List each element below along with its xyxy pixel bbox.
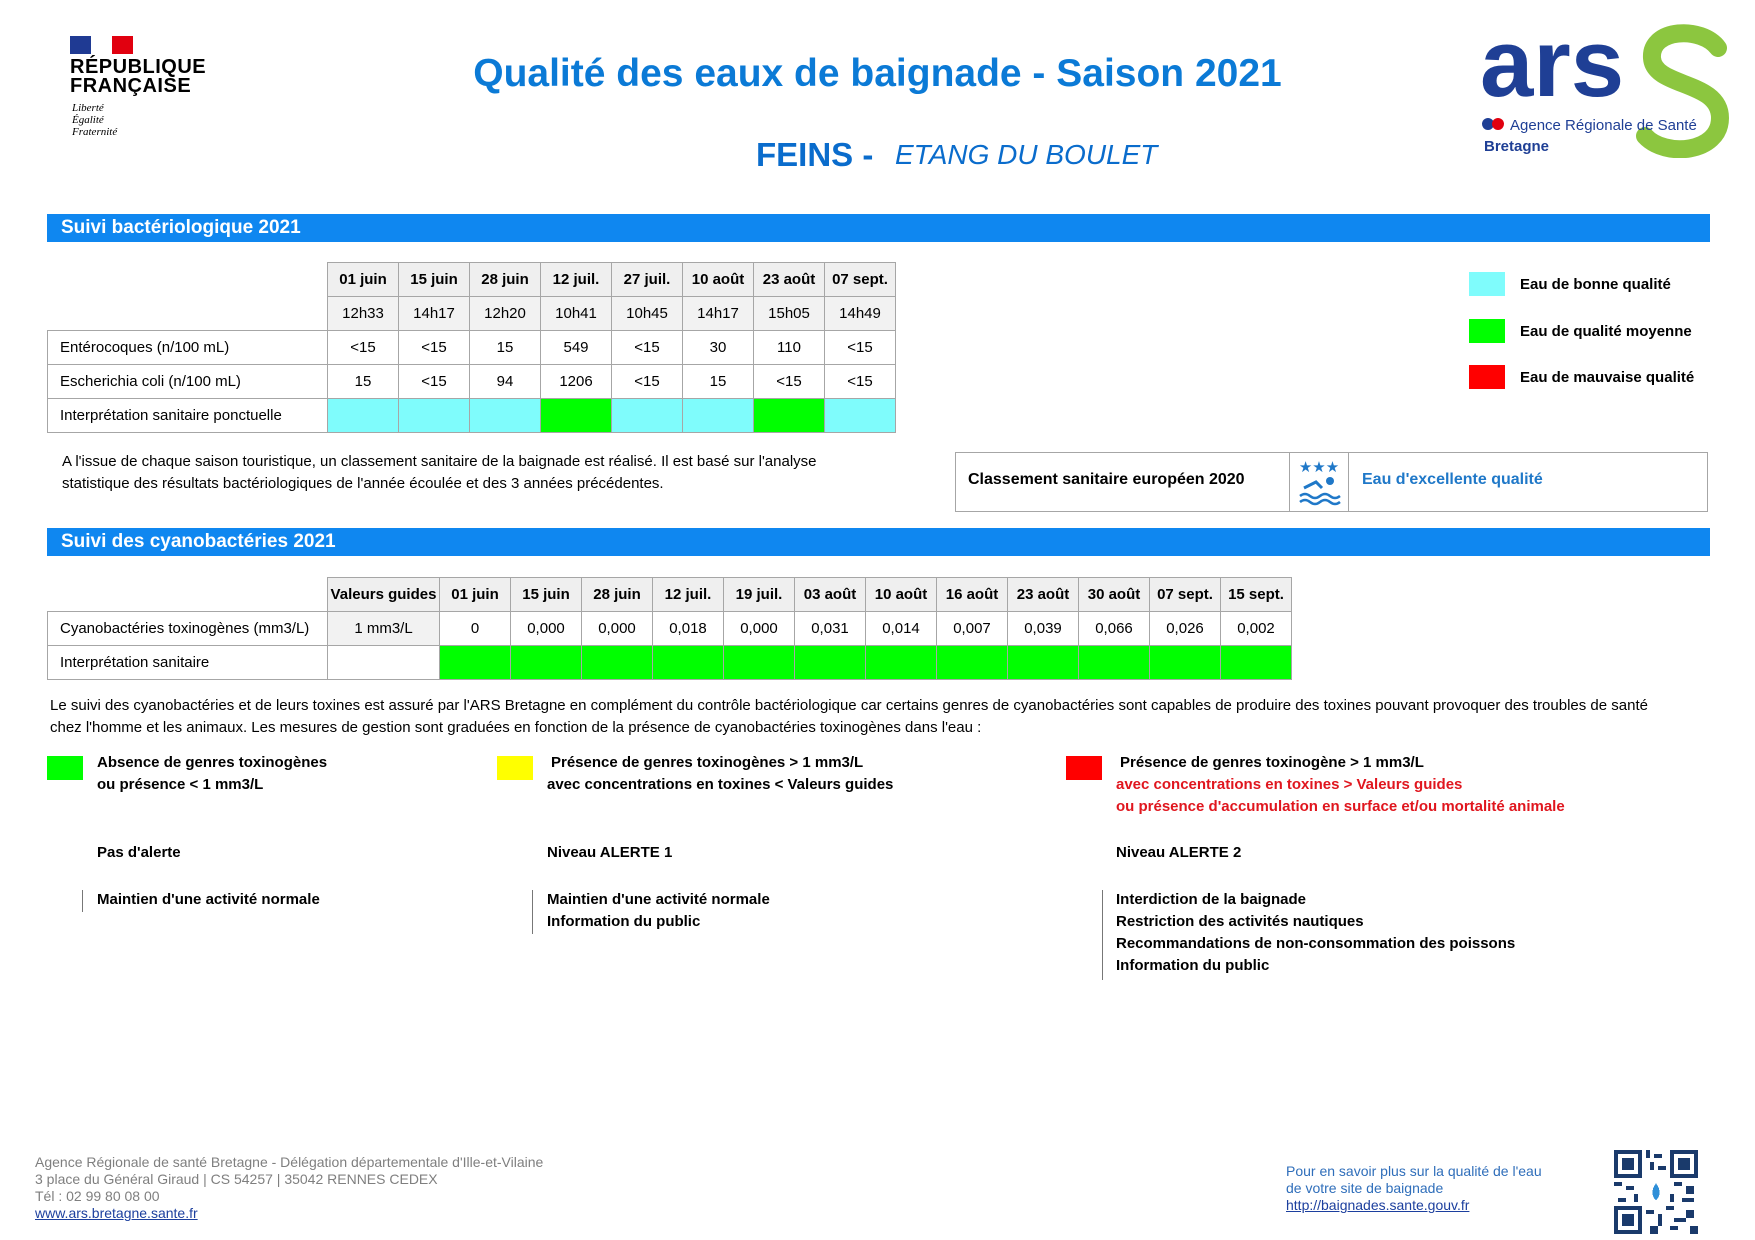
ars-website-link[interactable]: www.ars.bretagne.sante.fr — [35, 1205, 198, 1221]
measures-list: Interdiction de la baignade Restriction des activités nautiques Recommandations de non-consommation des poissons Information du public — [1116, 891, 1516, 974]
ars-bretagne-logo — [1480, 18, 1730, 158]
value-cell: <15 — [328, 331, 399, 365]
interp-cell — [825, 399, 896, 433]
svg-text:★★★: ★★★ — [1298, 458, 1340, 476]
guide-value: 1 mm3/L — [328, 612, 440, 646]
value-cell: 0,014 — [866, 612, 937, 646]
section-cyano-title: Suivi des cyanobactéries 2021 — [47, 528, 1710, 556]
table-row — [48, 297, 896, 331]
row-label: Interprétation sanitaire ponctuelle — [48, 399, 328, 433]
interp-cell — [328, 399, 399, 433]
value-cell: 15 — [470, 331, 541, 365]
page-title: Qualité des eaux de baignade - Saison 2021 — [473, 52, 1282, 95]
table-row — [48, 646, 1292, 680]
date-header: 16 août — [937, 578, 1008, 612]
value-cell: <15 — [612, 331, 683, 365]
value-cell: 0,000 — [582, 612, 653, 646]
date-header: 19 juil. — [724, 578, 795, 612]
level-title-absence: Absence de genres toxinogènes ou présence < 1 mm3/L — [97, 754, 328, 793]
table-row — [48, 263, 896, 297]
level-title-alerte2: Présence de genres toxinogène > 1 mm3/L avec concentrations en toxines > Valeurs guides ou présence d'accumulation en surface et/ou mortalité animale — [1116, 754, 1565, 815]
value-cell: <15 — [825, 331, 896, 365]
row-label: Entérocoques (n/100 mL) — [48, 331, 328, 365]
cyano-note: Le suivi des cyanobactéries et de leurs toxines est assuré par l'ARS Bretagne en complément du contrôle bactériologique car certains genres de cyanobactéries sont capables de produire des toxines pouvant provoquer des troubles de santé chez l'homme et les animaux. Les mesures de gestion sont graduées en fonction de la présence de cyanobactéries toxinogènes dans l'eau : — [50, 697, 1648, 736]
time-cell: 12h20 — [470, 297, 541, 331]
interp-cell — [653, 646, 724, 680]
legend-label-medium: Eau de qualité moyenne — [1520, 323, 1692, 340]
date-header: 23 août — [1008, 578, 1079, 612]
value-cell: 0,007 — [937, 612, 1008, 646]
alert-level-none: Pas d'alerte — [97, 844, 181, 861]
legend-label-bad: Eau de mauvaise qualité — [1520, 369, 1695, 386]
interp-cell — [795, 646, 866, 680]
legend-label-good: Eau de bonne qualité — [1520, 276, 1671, 293]
time-cell: 14h17 — [399, 297, 470, 331]
interp-cell — [612, 399, 683, 433]
interp-cell — [866, 646, 937, 680]
level-swatch-alerte1 — [497, 756, 533, 780]
level-swatch-absence — [47, 756, 83, 780]
level-swatch-alerte2 — [1066, 756, 1102, 780]
guide-header: Valeurs guides — [328, 578, 440, 612]
row-label: Escherichia coli (n/100 mL) — [48, 365, 328, 399]
cyano-table — [47, 577, 1292, 680]
time-cell: 14h49 — [825, 297, 896, 331]
value-cell: 110 — [754, 331, 825, 365]
bathing-site-name: ETANG DU BOULET — [895, 139, 1158, 170]
date-header: 12 juil. — [653, 578, 724, 612]
table-row — [48, 612, 1292, 646]
row-label: Interprétation sanitaire — [48, 646, 328, 680]
republique-francaise-logo: RÉPUBLIQUE FRANÇAISE — [70, 56, 207, 97]
value-cell: 0,000 — [724, 612, 795, 646]
excellent-quality-icon — [1289, 452, 1349, 512]
value-cell: 0,066 — [1079, 612, 1150, 646]
interp-cell — [399, 399, 470, 433]
date-header: 10 août — [683, 263, 754, 297]
legend-swatch-bad — [1469, 365, 1505, 389]
table-row — [48, 331, 896, 365]
time-cell: 15h05 — [754, 297, 825, 331]
value-cell: 15 — [683, 365, 754, 399]
legend-swatch-good — [1469, 272, 1505, 296]
interp-cell — [937, 646, 1008, 680]
value-cell: <15 — [399, 365, 470, 399]
value-cell: 549 — [541, 331, 612, 365]
interp-cell — [754, 399, 825, 433]
interp-cell — [1221, 646, 1292, 680]
table-row — [48, 399, 896, 433]
baignades-website-link[interactable]: http://baignades.sante.gouv.fr — [1286, 1197, 1470, 1213]
value-cell: 94 — [470, 365, 541, 399]
interp-cell — [582, 646, 653, 680]
divider — [532, 890, 533, 934]
date-header: 27 juil. — [612, 263, 683, 297]
interp-cell — [1008, 646, 1079, 680]
value-cell: 30 — [683, 331, 754, 365]
measures-list: Maintien d'une activité normale Information du public — [547, 891, 770, 930]
value-cell: 1206 — [541, 365, 612, 399]
interp-cell — [724, 646, 795, 680]
date-header: 15 juin — [399, 263, 470, 297]
section-bacterio-title: Suivi bactériologique 2021 — [47, 214, 1710, 242]
date-header: 10 août — [866, 578, 937, 612]
legend-swatch-medium — [1469, 319, 1505, 343]
value-cell: 0,002 — [1221, 612, 1292, 646]
level-title-alerte1: Présence de genres toxinogènes > 1 mm3/L avec concentrations en toxines < Valeurs guides — [547, 754, 894, 793]
date-header: 01 juin — [328, 263, 399, 297]
alert-level-1: Niveau ALERTE 1 — [547, 844, 673, 861]
table-row — [48, 578, 1292, 612]
value-cell: 0,018 — [653, 612, 724, 646]
value-cell: <15 — [399, 331, 470, 365]
date-header: 01 juin — [440, 578, 511, 612]
date-header: 12 juil. — [541, 263, 612, 297]
row-label: Cyanobactéries toxinogènes (mm3/L) — [48, 612, 328, 646]
value-cell: 0,026 — [1150, 612, 1221, 646]
footer-info: Pour en savoir plus sur la qualité de l'eau de votre site de baignade http://baignades.sante.gouv.fr — [1286, 1163, 1542, 1213]
interp-cell — [470, 399, 541, 433]
table-row — [48, 365, 896, 399]
date-header: 23 août — [754, 263, 825, 297]
time-cell: 10h45 — [612, 297, 683, 331]
divider — [1102, 890, 1103, 980]
value-cell: <15 — [825, 365, 896, 399]
value-cell: <15 — [754, 365, 825, 399]
guide-empty-cell — [328, 646, 440, 680]
value-cell: 0 — [440, 612, 511, 646]
date-header: 07 sept. — [825, 263, 896, 297]
date-header: 03 août — [795, 578, 866, 612]
bacterio-note: A l'issue de chaque saison touristique, un classement sanitaire de la baignade est réalisé. Il est basé sur l'analyse statistique des résultats bactériologiques de l'année écoulée et des 3 années précédentes. — [62, 453, 817, 492]
value-cell: 0,000 — [511, 612, 582, 646]
time-cell: 10h41 — [541, 297, 612, 331]
commune-name: FEINS - — [756, 136, 874, 173]
measures-list: Maintien d'une activité normale — [97, 891, 320, 908]
divider — [82, 890, 83, 912]
date-header: 30 août — [1079, 578, 1150, 612]
alert-level-2: Niveau ALERTE 2 — [1116, 844, 1242, 861]
classement-value: Eau d'excellente qualité — [1362, 471, 1543, 488]
date-header: 28 juin — [470, 263, 541, 297]
value-cell: <15 — [612, 365, 683, 399]
interp-cell — [541, 399, 612, 433]
interp-cell — [1150, 646, 1221, 680]
value-cell: 15 — [328, 365, 399, 399]
value-cell: 0,031 — [795, 612, 866, 646]
interp-cell — [1079, 646, 1150, 680]
date-header: 15 sept. — [1221, 578, 1292, 612]
bacterio-table — [47, 262, 896, 433]
footer-address: Agence Régionale de santé Bretagne - Délégation départementale d'Ille-et-Vilaine 3 place du Général Giraud | CS 54257 | 35042 RENNES CEDEX Tél : 02 99 80 08 00 www.ars.bretagne.sante.fr — [35, 1154, 544, 1221]
svg-text:Bretagne: Bretagne — [1484, 138, 1550, 155]
interp-cell — [511, 646, 582, 680]
republique-motto: Liberté Égalité Fraternité — [72, 102, 118, 138]
date-header: 28 juin — [582, 578, 653, 612]
value-cell: 0,039 — [1008, 612, 1079, 646]
time-cell: 14h17 — [683, 297, 754, 331]
svg-text:Agence Régionale de Santé: Agence Régionale de Santé — [1510, 117, 1697, 134]
ars-wordmark: ars — [1480, 18, 1625, 117]
qr-code-icon[interactable] — [1614, 1150, 1698, 1234]
classement-label: Classement sanitaire européen 2020 — [968, 471, 1245, 488]
interp-cell — [440, 646, 511, 680]
time-cell: 12h33 — [328, 297, 399, 331]
date-header: 15 juin — [511, 578, 582, 612]
interp-cell — [683, 399, 754, 433]
date-header: 07 sept. — [1150, 578, 1221, 612]
